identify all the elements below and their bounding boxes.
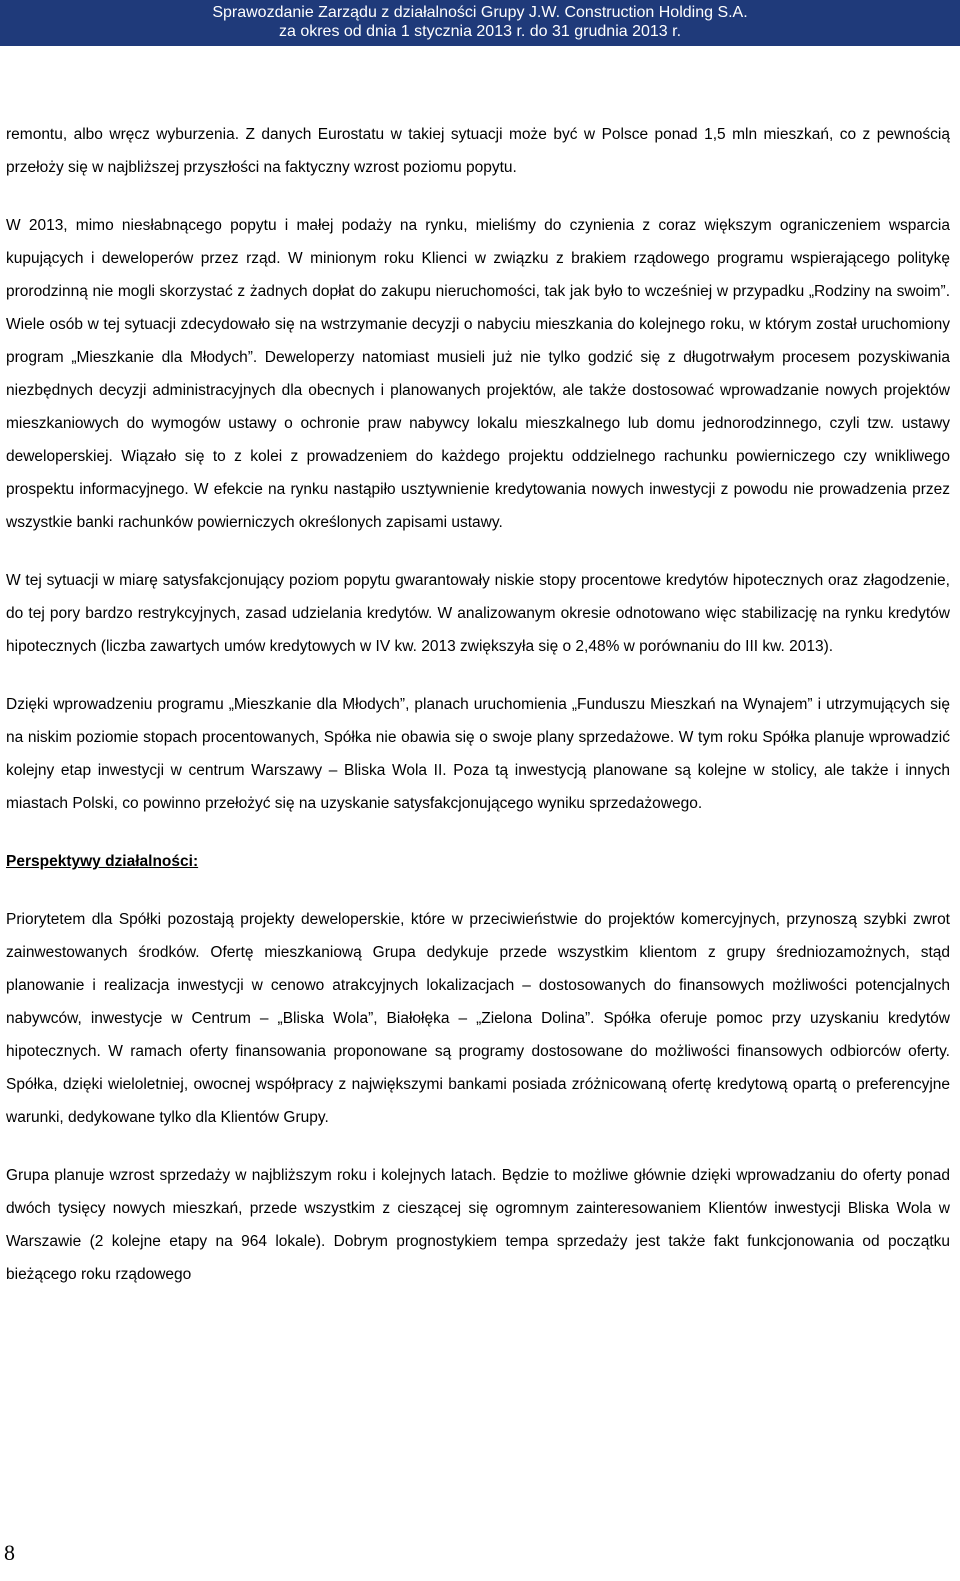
header-period: za okres od dnia 1 stycznia 2013 r. do 31 grudnia 2013 r. bbox=[278, 23, 682, 40]
section-heading bbox=[6, 845, 950, 878]
paragraph-3: W tej sytuacji w miarę satysfakcjonujący poziom popytu gwarantowały niskie stopy procentowe kredytów hipotecznych oraz złagodzenie, do tej pory bardzo restrykcyjnych, zasad udzielania kredytów. W analizowanym okresie odnotowano więc stabilizację na rynku kredytów hipotecznych (liczba zawartych umów kredytowych w IV kw. 2013 zwiększyła się o 2,48% w porównaniu do III kw. 2013). bbox=[6, 572, 950, 655]
page-number: 8 bbox=[4, 1540, 15, 1565]
header-title: Sprawozdanie Zarządu z działalności Grupy J.W. Construction Holding S.A. bbox=[212, 4, 748, 21]
section-paragraph-1: Priorytetem dla Spółki pozostają projekty deweloperskie, które w przeciwieństwie do projektów komercyjnych, przynoszą szybki zwrot zainwestowanych środków. Ofertę mieszkaniową Grupa dedykuje przede wszystkim klientom z grupy średniozamożnych, stąd planowanie i realizacja inwestycji w cenowo atrakcyjnych lokalizacjach – dostosowanych do finansowych możliwości potencjalnych nabywców, inwestycje w Centrum – „Bliska Wola”, Białołęka – „Zielona Dolina”. Spółka oferuje pomoc przy uzyskaniu kredytów hipotecznych. W ramach oferty finansowania proponowane są programy dostosowane do możliwości finansowych odbiorców oferty. Spółka, dzięki wieloletniej, owocnej współpracy z największymi bankami posiada zróżnicowaną ofertę kredytową opartą o preferencyjne warunki, dedykowane tylko dla Klientów Grupy. bbox=[6, 911, 950, 1126]
document-body bbox=[6, 118, 950, 1291]
paragraph-1: remontu, albo wręcz wyburzenia. Z danych Eurostatu w takiej sytuacji może być w Polsce ponad 1,5 mln mieszkań, co z pewnością przełoży się w najbliższej przyszłości na faktyczny wzrost poziomu popytu. bbox=[6, 126, 950, 176]
section-heading-text: Perspektywy działalności: bbox=[6, 853, 199, 870]
paragraph-4: Dzięki wprowadzeniu programu „Mieszkanie dla Młodych”, planach uruchomienia „Funduszu Mieszkań na Wynajem” i utrzymujących się na niskim poziomie stopach procentowanych, Spółka nie obawia się o swoje plany sprzedażowe. W tym roku Spółka planuje wprowadzić kolejny etap inwestycji w centrum Warszawy – Bliska Wola II. Poza tą inwestycją planowane są kolejne w stolicy, ale także i innych miastach Polski, co powinno przełożyć się na uzyskanie satysfakcjonującego wyniku sprzedażowego. bbox=[6, 696, 950, 812]
document-header bbox=[0, 0, 960, 46]
paragraph-2: W 2013, mimo niesłabnącego popytu i małej podaży na rynku, mieliśmy do czynienia z coraz większym ograniczeniem wsparcia kupujących i deweloperów przez rząd. W minionym roku Klienci w związku z brakiem rządowego programu wspierającego politykę prorodzinną nie mogli skorzystać z żadnych dopłat do zakupu nieruchomości, tak jak było to wcześniej w przypadku „Rodziny na swoim”. Wiele osób w tej sytuacji zdecydowało się na wstrzymanie decyzji o nabyciu mieszkania do kolejnego roku, w którym został uruchomiony program „Mieszkanie dla Młodych”. Deweloperzy natomiast musieli już nie tylko godzić się z długotrwałym procesem pozyskiwania niezbędnych decyzji administracyjnych dla obecnych i planowanych projektów, ale także dostosować wprowadzanie nowych projektów mieszkaniowych do wymogów ustawy o ochronie praw nabywcy lokalu mieszkalnego lub domu jednorodzinnego, czyli tzw. ustawy deweloperskiej. Wiązało się to z kolei z prowadzeniem do każdego projektu oddzielnego rachunku powierniczego czy wnikliwego prospektu informacyjnego. W efekcie na rynku nastąpiło usztywnienie kredytowania nowych inwestycji z powodu nie prowadzenia przez wszystkie banki rachunków powierniczych określonych zapisami ustawy. bbox=[6, 217, 950, 531]
section-paragraph-2: Grupa planuje wzrost sprzedaży w najbliższym roku i kolejnych latach. Będzie to możliwe głównie dzięki wprowadzaniu do oferty ponad dwóch tysięcy nowych mieszkań, przede wszystkim z cieszącej się ogromnym zainteresowaniem Klientów inwestycji Bliska Wola w Warszawie (2 kolejne etapy na 964 lokale). Dobrym prognostykiem tempa sprzedaży jest także fakt funkcjonowania od początku bieżącego roku rządowego bbox=[6, 1167, 950, 1283]
